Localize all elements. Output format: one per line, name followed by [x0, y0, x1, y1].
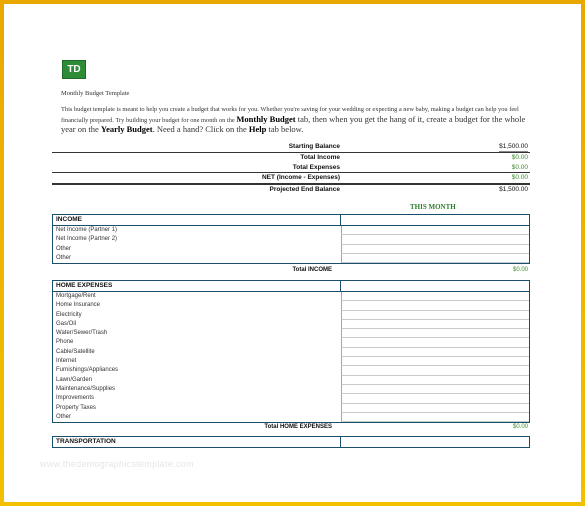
home-expense-row-label: Water/Sewer/Trash [56, 330, 108, 337]
home-expense-row-label: Phone [56, 339, 74, 346]
income-header [53, 215, 529, 226]
home-expense-row [53, 329, 529, 338]
net-label: NET (Income - Expenses) [261, 174, 340, 181]
home-expense-row-label: Gas/Oil [56, 320, 77, 327]
home-expense-row [53, 301, 529, 310]
home-expense-amount-cell[interactable] [341, 385, 529, 394]
home-expense-amount-cell[interactable] [341, 394, 529, 403]
income-row-label: Other [56, 245, 72, 252]
home-expense-amount-cell[interactable] [341, 329, 529, 338]
income-header-cell [340, 215, 529, 225]
home-rows [53, 292, 529, 422]
intro-help: Help [248, 124, 267, 134]
watermark: www.thedemographicstemplate.com [40, 459, 194, 469]
home-expense-amount-cell[interactable] [341, 311, 529, 320]
total-income-row [52, 152, 530, 163]
income-row [53, 245, 529, 254]
home-expense-amount-cell[interactable] [341, 338, 529, 347]
home-expense-row [53, 404, 529, 413]
home-expense-row [53, 366, 529, 375]
this-month-heading: THIS MONTH [410, 203, 456, 211]
total-income-value: $0.00 [511, 154, 528, 161]
intro-yearly-budget: Yearly Budget [100, 124, 153, 134]
home-expense-row-label: Lawn/Garden [56, 376, 93, 383]
income-row-label: Other [56, 254, 72, 261]
home-expense-row [53, 338, 529, 347]
home-expense-row [53, 311, 529, 320]
home-expense-row-label: Internet [56, 358, 77, 365]
intro-monthly-budget: Monthly Budget [236, 113, 296, 124]
sheet [4, 4, 581, 502]
intro-text-2: tab, then when you get the hang of it, create a budget for the whole year on the [61, 113, 526, 134]
intro-text-3: . Need a hand? Click on the [152, 124, 249, 134]
home-expense-row-label: Improvements [56, 395, 95, 402]
home-expenses-header-cell [340, 281, 529, 291]
total-home-expenses-label: Total HOME EXPENSES [264, 424, 332, 430]
home-expense-amount-cell[interactable] [341, 404, 529, 413]
home-expense-row [53, 385, 529, 394]
home-expense-row-label: Home Insurance [56, 302, 101, 309]
income-row-label: Net Income (Partner 2) [56, 236, 118, 243]
total-income-line-value: $0.00 [512, 267, 528, 273]
home-expense-amount-cell[interactable] [341, 376, 529, 385]
income-amount-cell[interactable] [341, 226, 529, 235]
home-expenses-header-label: HOME EXPENSES [56, 282, 113, 289]
income-row-label: Net Income (Partner 1) [56, 227, 118, 233]
home-expense-row [53, 357, 529, 366]
total-income-line [52, 265, 530, 275]
transportation-header-cell [340, 437, 529, 447]
starting-balance-label: Starting Balance [288, 143, 340, 150]
intro-paragraph [61, 106, 531, 136]
total-expenses-row [52, 163, 530, 173]
starting-balance-row [52, 138, 530, 152]
td-logo: TD [62, 60, 86, 79]
home-expense-amount-cell[interactable] [341, 366, 529, 375]
total-income-line-label: Total INCOME [292, 267, 332, 273]
home-expense-row [53, 320, 529, 329]
home-expense-amount-cell[interactable] [341, 292, 529, 301]
transportation-section [52, 436, 530, 448]
home-expenses-section [52, 280, 530, 423]
home-expense-amount-cell[interactable] [341, 413, 529, 422]
transportation-header [53, 437, 529, 447]
projected-end-value: $1,500.00 [499, 185, 528, 193]
income-rows [53, 226, 529, 263]
total-expenses-value: $0.00 [511, 163, 528, 171]
home-expense-row-label: Cable/Satellite [56, 348, 95, 355]
home-expense-row-label: Furnishings/Appliances [56, 367, 119, 374]
transportation-header-label: TRANSPORTATION [56, 438, 116, 445]
income-amount-cell[interactable] [341, 254, 529, 263]
starting-balance-value[interactable]: $1,500.00 [499, 143, 528, 150]
total-home-expenses-line [52, 422, 530, 432]
home-expense-row-label: Property Taxes [56, 404, 96, 411]
home-expense-amount-cell[interactable] [341, 301, 529, 310]
home-expense-row [53, 413, 529, 422]
home-expense-row-label: Mortgage/Rent [56, 293, 96, 299]
total-income-label: Total Income [300, 154, 340, 161]
income-row [53, 254, 529, 263]
net-value: $0.00 [511, 174, 528, 181]
intro-text-1: This budget template is meant to help you create a budget that works for you. Whether you're saving for your wedding or expecting a new baby, making a budget can help you feel financially prepared. Try building your budget for one month on the [61, 106, 519, 124]
income-header-label: INCOME [56, 216, 82, 223]
income-row [53, 226, 529, 235]
income-section [52, 214, 530, 264]
home-expenses-header [53, 281, 529, 292]
total-home-expenses-value: $0.00 [512, 424, 528, 430]
income-row [53, 235, 529, 244]
home-expense-row [53, 394, 529, 403]
projected-end-row [52, 184, 530, 195]
home-expense-amount-cell[interactable] [341, 348, 529, 357]
projected-end-label: Projected End Balance [269, 185, 340, 193]
home-expense-row-label: Other [56, 413, 72, 420]
intro-text-4: tab below. [266, 124, 304, 134]
home-expense-row-label: Maintenance/Supplies [56, 385, 116, 392]
home-expense-row [53, 376, 529, 385]
net-row [52, 172, 530, 184]
home-expense-amount-cell[interactable] [341, 357, 529, 366]
home-expense-row-label: Electricity [56, 311, 82, 318]
income-amount-cell[interactable] [341, 245, 529, 254]
home-expense-amount-cell[interactable] [341, 320, 529, 329]
income-amount-cell[interactable] [341, 235, 529, 244]
total-expenses-label: Total Expenses [292, 163, 340, 171]
document-title: Monthly Budget Template [61, 90, 130, 97]
summary-block [52, 138, 530, 194]
home-expense-row [53, 348, 529, 357]
home-expense-row [53, 292, 529, 301]
